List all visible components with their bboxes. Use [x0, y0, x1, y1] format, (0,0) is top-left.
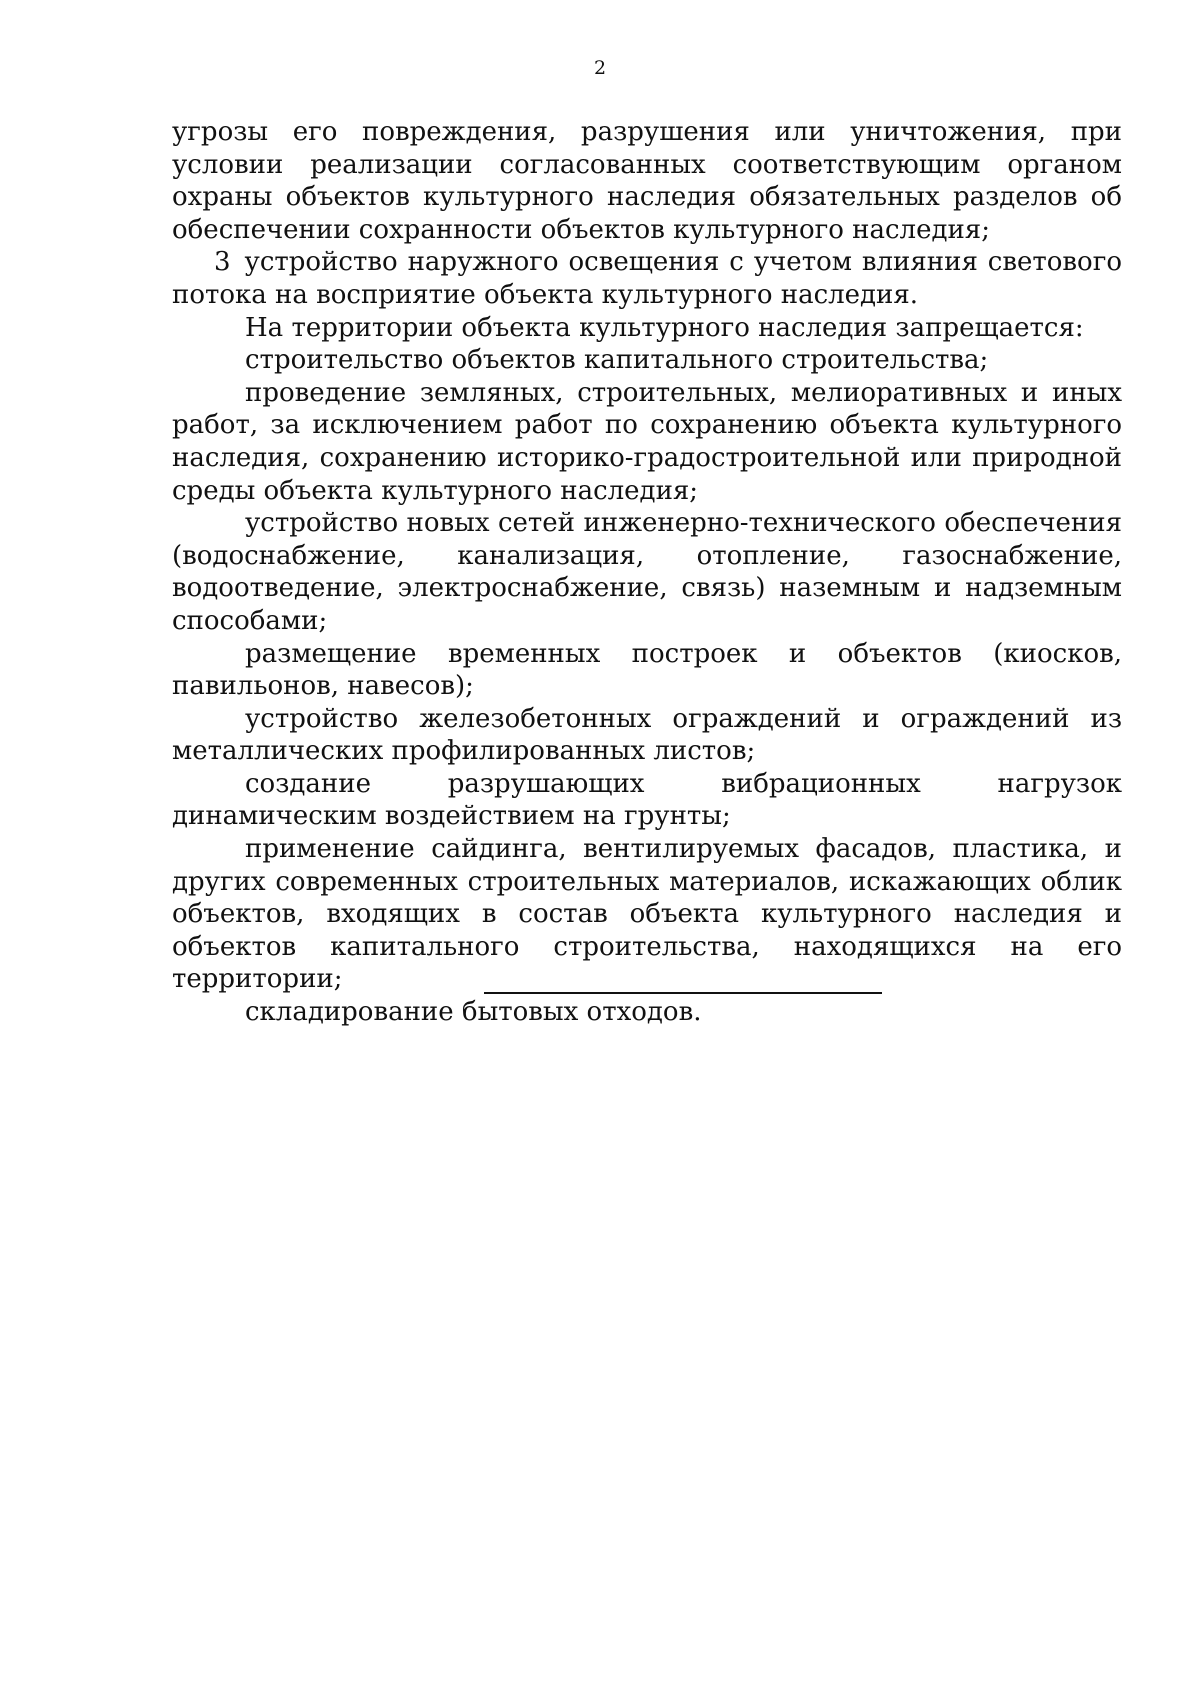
prohibition-item: устройство железобетонных ограждений и ограждений из металлических профилированных листов; [172, 703, 1122, 767]
numbered-item-3 [172, 246, 1122, 311]
item-text: устройство наружного освещения с учетом влияния светового потока на восприятие объекта культурного наследия. [172, 247, 1122, 310]
prohibition-item: применение сайдинга, вентилируемых фасадов, пластика, и других современных строительных материалов, искажающих облик объектов, входящих в состав объекта культурного наследия и объектов капитального строительства, находящихся на его территории; [172, 834, 1122, 995]
document-body [172, 116, 1122, 1029]
prohibition-item: складирование бытовых отходов. [245, 997, 702, 1028]
item-number: 3 [214, 247, 231, 278]
paragraph-continuation: угрозы его повреждения, разрушения или уничтожения, при условии реализации согласованных соответствующим органом охраны объектов культурного наследия обязательных разделов об обеспечении сохранности объектов культурного наследия; [172, 117, 1122, 245]
prohibition-heading: На территории объекта культурного наследия запрещается: [245, 312, 1084, 343]
prohibition-item: создание разрушающих вибрационных нагрузок динамическим воздействием на грунты; [172, 768, 1122, 832]
prohibition-item: размещение временных построек и объектов (киосков, павильонов, навесов); [172, 638, 1122, 702]
end-separator-line [484, 992, 882, 994]
prohibition-item: проведение земляных, строительных, мелиоративных и иных работ, за исключением работ по сохранению объекта культурного наследия, сохранению историко-градостроительной или природной среды объекта культурного наследия; [172, 377, 1122, 506]
prohibition-item: строительство объектов капитального строительства; [245, 345, 989, 376]
prohibition-item: устройство новых сетей инженерно-технического обеспечения (водоснабжение, канализация, отопление, газоснабжение, водоотведение, электроснабжение, связь) наземным и надземным способами; [172, 508, 1122, 636]
page-number: 2 [593, 57, 607, 79]
